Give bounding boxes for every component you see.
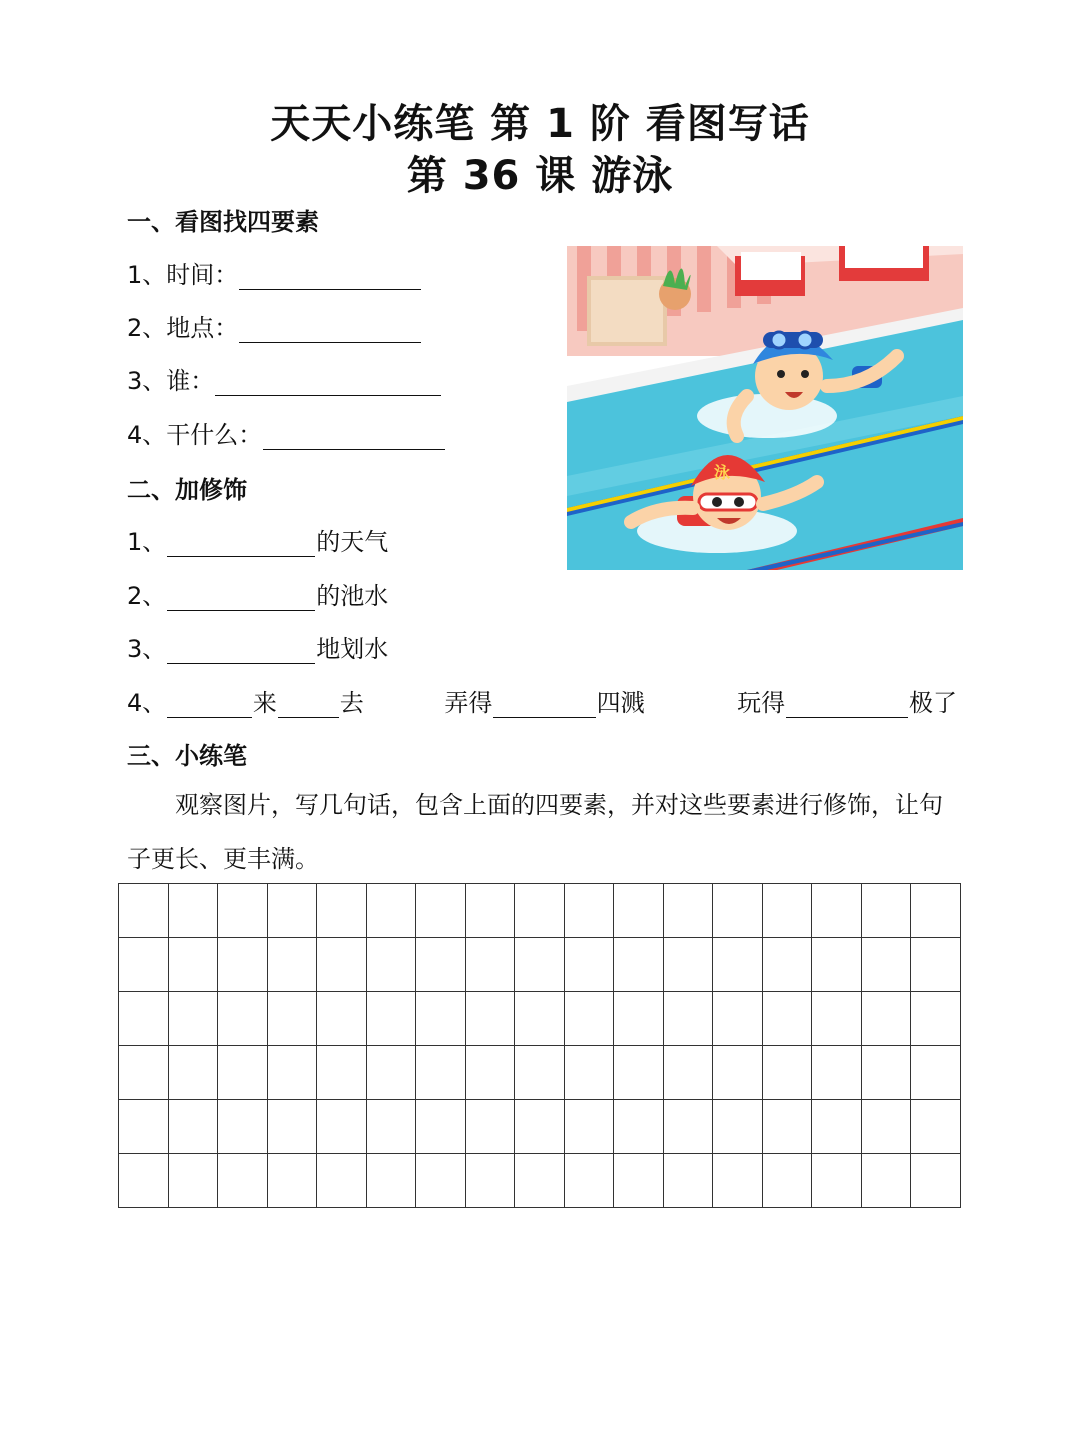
grid-cell[interactable] (168, 884, 218, 938)
grid-cell[interactable] (119, 992, 169, 1046)
grid-cell[interactable] (317, 1046, 367, 1100)
answer-blank[interactable] (167, 637, 315, 664)
grid-cell[interactable] (564, 992, 614, 1046)
grid-cell[interactable] (267, 938, 317, 992)
grid-cell[interactable] (762, 1100, 812, 1154)
question-place (127, 308, 422, 343)
grid-cell[interactable] (366, 1046, 416, 1100)
grid-cell[interactable] (762, 992, 812, 1046)
grid-cell[interactable] (911, 884, 961, 938)
modifier-weather (127, 522, 388, 557)
answer-blank[interactable] (167, 584, 315, 611)
grid-cell[interactable] (564, 1154, 614, 1208)
grid-cell[interactable] (119, 1154, 169, 1208)
grid-cell[interactable] (762, 884, 812, 938)
grid-cell[interactable] (911, 938, 961, 992)
grid-cell[interactable] (465, 938, 515, 992)
grid-cell[interactable] (663, 938, 713, 992)
grid-cell[interactable] (614, 1046, 664, 1100)
writing-instruction: 观察图片，写几句话，包含上面的四要素，并对这些要素进行修饰，让句子更长、更丰满。 (127, 791, 943, 873)
answer-blank[interactable] (786, 691, 908, 718)
phrase-word: 弄得 (444, 689, 493, 717)
grid-cell[interactable] (861, 1154, 911, 1208)
grid-cell[interactable] (218, 938, 268, 992)
grid-cell[interactable] (416, 1100, 466, 1154)
grid-cell[interactable] (911, 1154, 961, 1208)
answer-blank[interactable] (239, 316, 421, 343)
grid-cell[interactable] (663, 1100, 713, 1154)
item-number: 1、 (127, 528, 167, 556)
grid-cell[interactable] (515, 1154, 565, 1208)
phrase-word: 玩得 (737, 689, 786, 717)
grid-cell[interactable] (861, 938, 911, 992)
question-label: 2、地点： (127, 314, 239, 342)
grid-cell[interactable] (614, 1154, 664, 1208)
item-number: 4、 (127, 689, 167, 717)
grid-cell[interactable] (218, 1154, 268, 1208)
item-suffix: 地划水 (316, 635, 389, 663)
grid-cell[interactable] (861, 992, 911, 1046)
grid-cell[interactable] (416, 992, 466, 1046)
grid-cell[interactable] (663, 992, 713, 1046)
worksheet-title: 天天小练笔 第 1 阶 看图写话 (270, 101, 810, 147)
grid-cell[interactable] (812, 1154, 862, 1208)
section-modifiers-heading: 二、加修饰 (127, 476, 247, 504)
question-label: 1、时间： (127, 261, 239, 289)
grid-cell[interactable] (416, 884, 466, 938)
grid-cell[interactable] (861, 1100, 911, 1154)
grid-cell[interactable] (911, 992, 961, 1046)
question-time (127, 255, 422, 290)
grid-cell[interactable] (119, 1100, 169, 1154)
grid-cell[interactable] (168, 938, 218, 992)
grid-cell[interactable] (416, 1154, 466, 1208)
item-number: 2、 (127, 582, 167, 610)
grid-cell[interactable] (713, 1046, 763, 1100)
grid-cell[interactable] (663, 884, 713, 938)
grid-row (119, 1100, 961, 1154)
answer-blank[interactable] (167, 530, 315, 557)
grid-cell[interactable] (911, 1100, 961, 1154)
grid-cell[interactable] (564, 1046, 614, 1100)
grid-row (119, 1046, 961, 1100)
answer-blank[interactable] (263, 423, 445, 450)
grid-cell[interactable] (812, 1100, 862, 1154)
grid-cell[interactable] (515, 1046, 565, 1100)
grid-cell[interactable] (168, 992, 218, 1046)
grid-cell[interactable] (465, 1154, 515, 1208)
grid-cell[interactable] (366, 1100, 416, 1154)
grid-cell[interactable] (317, 992, 367, 1046)
swimming-illustration (567, 246, 963, 570)
question-label: 4、干什么： (127, 421, 263, 449)
grid-cell[interactable] (366, 884, 416, 938)
grid-cell[interactable] (614, 884, 664, 938)
grid-cell[interactable] (416, 1046, 466, 1100)
grid-cell[interactable] (317, 884, 367, 938)
grid-cell[interactable] (713, 1154, 763, 1208)
cap-lettering: 泳 (714, 463, 731, 482)
grid-cell[interactable] (515, 938, 565, 992)
grid-cell[interactable] (416, 938, 466, 992)
grid-row (119, 938, 961, 992)
grid-cell[interactable] (861, 1046, 911, 1100)
answer-blank[interactable] (215, 369, 441, 396)
grid-cell[interactable] (119, 1046, 169, 1100)
grid-cell[interactable] (267, 1100, 317, 1154)
answer-blank[interactable] (167, 691, 252, 718)
grid-row (119, 884, 961, 938)
grid-cell[interactable] (465, 884, 515, 938)
grid-cell[interactable] (317, 1100, 367, 1154)
answer-blank[interactable] (278, 691, 339, 718)
grid-cell[interactable] (713, 884, 763, 938)
grid-cell[interactable] (267, 1046, 317, 1100)
grid-cell[interactable] (366, 1154, 416, 1208)
grid-cell[interactable] (465, 1100, 515, 1154)
grid-cell[interactable] (317, 938, 367, 992)
grid-cell[interactable] (465, 1046, 515, 1100)
grid-cell[interactable] (812, 992, 862, 1046)
section-writing-heading: 三、小练笔 (127, 742, 247, 770)
grid-cell[interactable] (663, 1154, 713, 1208)
grid-cell[interactable] (614, 938, 664, 992)
phrase-word: 四溅 (596, 689, 645, 717)
grid-cell[interactable] (812, 884, 862, 938)
modifier-phrases (127, 683, 957, 718)
grid-cell[interactable] (515, 884, 565, 938)
grid-cell[interactable] (168, 1100, 218, 1154)
grid-cell[interactable] (366, 992, 416, 1046)
modifier-stroke (127, 629, 388, 664)
grid-cell[interactable] (762, 1046, 812, 1100)
grid-cell[interactable] (713, 992, 763, 1046)
grid-row (119, 992, 961, 1046)
grid-cell[interactable] (218, 992, 268, 1046)
grid-cell[interactable] (218, 884, 268, 938)
grid-cell[interactable] (812, 938, 862, 992)
grid-cell[interactable] (861, 884, 911, 938)
grid-cell[interactable] (218, 1100, 268, 1154)
phrase-word: 来 (252, 689, 277, 717)
grid-cell[interactable] (812, 1046, 862, 1100)
modifier-pool-water (127, 576, 388, 611)
grid-cell[interactable] (515, 992, 565, 1046)
grid-cell[interactable] (515, 1100, 565, 1154)
grid-cell[interactable] (911, 1046, 961, 1100)
writing-grid[interactable] (118, 883, 961, 1208)
question-label: 3、谁： (127, 367, 215, 395)
answer-blank[interactable] (493, 691, 595, 718)
item-number: 3、 (127, 635, 167, 663)
phrase-word: 去 (339, 689, 364, 717)
grid-cell[interactable] (267, 884, 317, 938)
grid-cell[interactable] (317, 1154, 367, 1208)
grid-row (119, 1154, 961, 1208)
grid-cell[interactable] (366, 938, 416, 992)
grid-cell[interactable] (465, 992, 515, 1046)
grid-cell[interactable] (168, 1154, 218, 1208)
grid-cell[interactable] (267, 992, 317, 1046)
grid-cell[interactable] (762, 938, 812, 992)
grid-cell[interactable] (762, 1154, 812, 1208)
grid-cell[interactable] (119, 938, 169, 992)
question-doing-what (127, 415, 446, 450)
grid-cell[interactable] (713, 1100, 763, 1154)
grid-cell[interactable] (564, 884, 614, 938)
grid-cell[interactable] (168, 1046, 218, 1100)
grid-cell[interactable] (614, 992, 664, 1046)
grid-cell[interactable] (713, 938, 763, 992)
phrase-word: 极了 (909, 689, 957, 717)
answer-blank[interactable] (239, 263, 421, 290)
grid-cell[interactable] (267, 1154, 317, 1208)
question-who (127, 361, 442, 396)
section-four-elements-heading: 一、看图找四要素 (127, 208, 319, 236)
grid-cell[interactable] (119, 884, 169, 938)
grid-cell[interactable] (564, 1100, 614, 1154)
lesson-title: 第 36 课 游泳 (406, 153, 674, 199)
item-suffix: 的池水 (316, 582, 389, 610)
item-suffix: 的天气 (316, 528, 389, 556)
grid-cell[interactable] (614, 1100, 664, 1154)
grid-cell[interactable] (218, 1046, 268, 1100)
grid-cell[interactable] (663, 1046, 713, 1100)
grid-cell[interactable] (564, 938, 614, 992)
